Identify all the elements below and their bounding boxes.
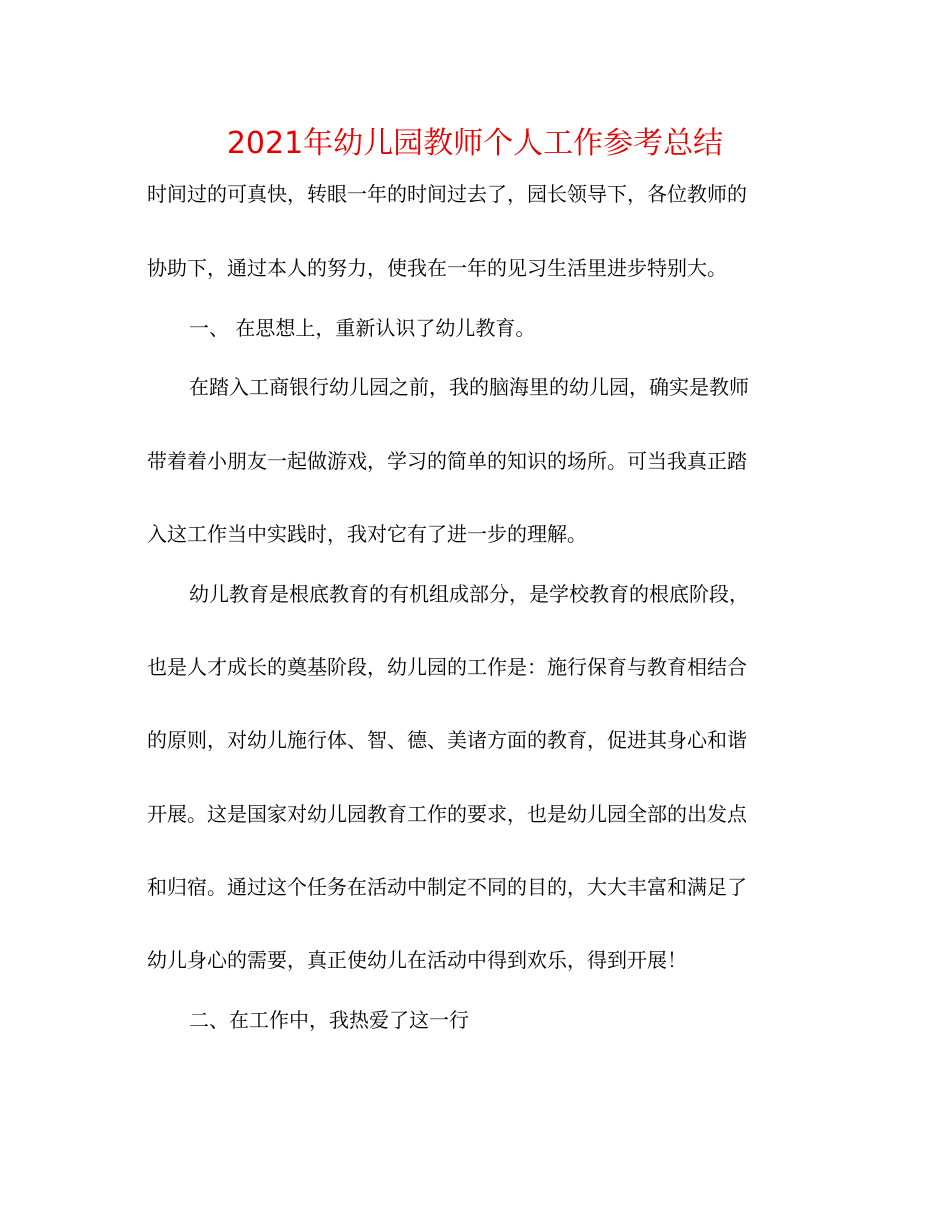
section-heading-2: 二、在工作中，我热爱了这一行 bbox=[189, 1008, 469, 1032]
paragraph-line: 带着着小朋友一起做游戏，学习的简单的知识的场所。可当我真正踏 bbox=[147, 449, 747, 473]
paragraph-line: 的原则，对幼儿施行体、智、德、美诸方面的教育，促进其身心和谐 bbox=[147, 728, 747, 752]
paragraph-line: 开展。这是国家对幼儿园教育工作的要求，也是幼儿园全部的出发点 bbox=[147, 802, 747, 826]
paragraph-line: 也是人才成长的奠基阶段，幼儿园的工作是：施行保育与教育相结合 bbox=[147, 655, 747, 679]
section-heading-1: 一、 在思想上，重新认识了幼儿教育。 bbox=[189, 316, 536, 340]
paragraph-line: 幼儿教育是根底教育的有机组成部分，是学校教育的根底阶段， bbox=[189, 582, 749, 606]
paragraph-line: 时间过的可真快，转眼一年的时间过去了，园长领导下，各位教师的 bbox=[147, 182, 747, 206]
paragraph-line: 和归宿。通过这个任务在活动中制定不同的目的，大大丰富和满足了 bbox=[147, 875, 747, 899]
document-title: 2021年幼儿园教师个人工作参考总结 bbox=[226, 126, 724, 161]
paragraph-line: 入这工作当中实践时，我对它有了进一步的理解。 bbox=[147, 522, 587, 546]
paragraph-line: 幼儿身心的需要，真正使幼儿在活动中得到欢乐，得到开展！ bbox=[147, 948, 687, 972]
paragraph-line: 协助下，通过本人的努力，使我在一年的见习生活里进步特别大。 bbox=[147, 256, 727, 280]
paragraph-line: 在踏入工商银行幼儿园之前，我的脑海里的幼儿园，确实是教师 bbox=[189, 375, 749, 399]
